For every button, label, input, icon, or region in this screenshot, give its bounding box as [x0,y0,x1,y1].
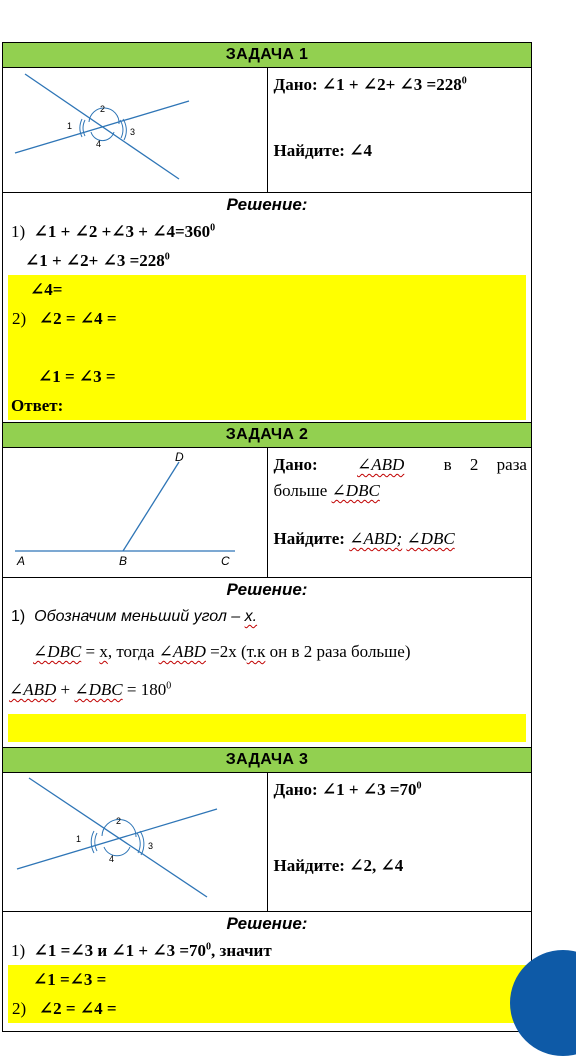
task2-solution [3,578,532,748]
given-text: в 2 раза [443,455,527,474]
solution-text: =2х ( [205,642,247,661]
task2-header: ЗАДАЧА 2 [3,423,532,448]
answer-line: ∠2 = ∠4 = [38,999,117,1018]
answer-line: ∠1 = ∠3 = [38,367,116,386]
intersecting-lines-diagram [3,68,289,187]
task3-given [267,773,532,912]
adjacent-angles-diagram [3,448,289,572]
angle-label-1: 1 [67,121,73,131]
point-label-d: D [175,450,184,464]
equation: ∠1 + ∠2+ ∠3 =228 [25,251,165,270]
angle-dbc: ∠DBC [33,642,82,661]
step-number: 1) [11,608,26,625]
highlight-block [8,965,526,1023]
degree-sup: 0 [166,680,172,692]
angle-dbc: ∠DBC [331,481,380,500]
task1-given-text: Дано: ∠1 + ∠2+ ∠3 =228 [273,75,462,94]
solution-text: он в 2 раза больше) [265,642,411,661]
angle-label-4: 4 [109,854,115,864]
solution-title: Решение: [226,914,308,933]
task2-given [267,448,532,578]
task3-header: ЗАДАЧА 3 [3,748,532,773]
solution-text: + [56,680,75,699]
angle-abd: ∠ABD [158,642,206,661]
degree-sup: 0 [210,222,216,234]
task2-figure [3,448,268,578]
angle-abd: ∠ABD [9,680,57,699]
intersecting-lines-diagram [3,773,289,906]
angle-label-1: 1 [76,834,82,844]
task1-header: ЗАДАЧА 1 [3,43,532,68]
task1-figure [3,68,268,193]
step-number: 1) [11,222,26,241]
angle-abd: ∠ABD [357,455,405,474]
equation: ∠1 + ∠2 +∠3 + ∠4=360 [33,222,211,241]
answer-line: ∠4= [30,280,63,299]
equation: , значит [211,941,272,960]
step-number: 1) [11,941,26,960]
angle-label-3: 3 [148,841,154,851]
highlight-block [8,714,526,742]
solution-text: Обозначим меньший угол – [34,608,241,625]
variable-x: х. [244,608,258,625]
solution-title: Решение: [226,195,308,214]
point-label-c: C [221,554,230,568]
step-number: 2) [12,309,27,328]
answer-line: ∠1 =∠3 = [33,970,107,989]
given-text: больше [273,481,328,500]
angle-abd: ∠ABD; [349,529,403,548]
solution-text: , тогда [107,642,159,661]
step-number: 2) [12,999,27,1018]
answer-label: Ответ: [11,396,64,415]
answer-line: ∠2 = ∠4 = [38,309,117,328]
solution-text: т.к [246,642,266,661]
solution-text: = 180 [122,680,167,699]
point-label-a: A [17,554,26,568]
worksheet [2,42,532,1032]
degree-sup: 0 [206,941,212,953]
task3-find: Найдите: ∠2, ∠4 [273,856,404,875]
angle-label-2: 2 [100,104,106,114]
task-table [2,42,532,1032]
find-label: Найдите: [273,529,345,548]
task3-given-text: Дано: ∠1 + ∠3 =70 [273,780,417,799]
solution-title: Решение: [226,580,308,599]
angle-dbc: ∠DBC [406,529,455,548]
given-label: Дано: [273,455,318,474]
angle-dbc: ∠DBC [74,680,123,699]
point-label-b: B [119,554,128,568]
angle-label-3: 3 [130,127,136,137]
variable-x: х [99,642,108,661]
highlight-block [8,275,526,420]
task1-solution [3,193,532,423]
angle-label-4: 4 [96,139,102,149]
degree-sup: 0 [164,251,170,263]
task3-figure [3,773,268,912]
task1-find: Найдите: ∠4 [273,141,372,160]
task1-given [267,68,532,193]
angle-label-2: 2 [116,816,122,826]
equation: ∠1 =∠3 и ∠1 + ∠3 =70 [33,941,207,960]
degree-sup: 0 [416,780,422,792]
solution-text: = [81,642,100,661]
task3-solution [3,912,532,1032]
degree-sup: 0 [461,75,467,87]
